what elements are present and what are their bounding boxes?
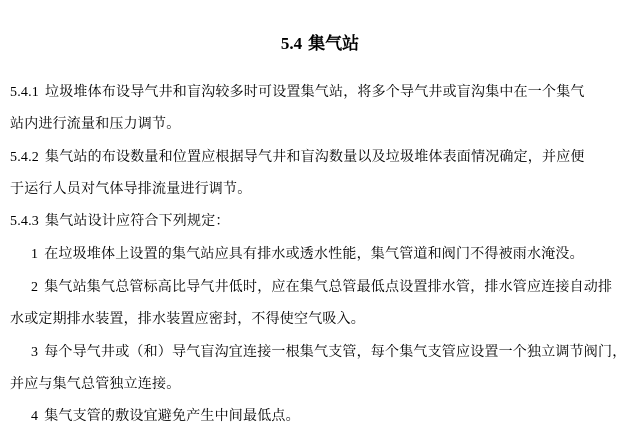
- item-1-line-1: [31, 244, 584, 265]
- clause-5-4-1-line-1: [10, 82, 585, 103]
- clause-number: 5.4.2: [10, 150, 39, 165]
- clause-text: 集气站设计应符合下列规定：: [45, 213, 230, 229]
- item-number: 1: [31, 247, 39, 262]
- item-2-line-2: 水或定期排水装置，排水装置应密封，不得使空气吸入。: [10, 311, 365, 327]
- item-number: 3: [31, 345, 39, 360]
- clause-5-4-1-line-2: 站内进行流量和压力调节。: [10, 116, 181, 132]
- item-text: 在垃圾堆体上设置的集气站应具有排水或透水性能，集气管道和阀门不得被雨水淹没。: [44, 246, 584, 262]
- item-4-line-1: [31, 406, 300, 427]
- item-2-line-1: [31, 277, 612, 298]
- clause-5-4-3-line-1: [10, 211, 230, 232]
- clause-5-4-2-line-1: [10, 147, 585, 168]
- item-number: 4: [31, 409, 39, 424]
- clause-text: 集气站的布设数量和位置应根据导气井和盲沟数量以及垃圾堆体表面情况确定，并应便: [45, 149, 585, 165]
- item-text: 集气支管的敷设宜避免产生中间最低点。: [44, 408, 300, 424]
- clause-number: 5.4.1: [10, 85, 39, 100]
- section-title: 集气站: [308, 34, 360, 54]
- clause-text: 垃圾堆体布设导气井和盲沟较多时可设置集气站，将多个导气井或盲沟集中在一个集气: [45, 84, 585, 100]
- clause-5-4-2-line-2: 于运行人员对气体导排流量进行调节。: [10, 181, 252, 197]
- item-text: 每个导气井或（和）导气盲沟宜连接一根集气支管，每个集气支管应设置一个独立调节阀门，: [44, 344, 627, 360]
- item-3-line-2: 并应与集气总管独立连接。: [10, 376, 181, 392]
- item-3-line-1: [31, 342, 626, 363]
- section-number: 5.4: [280, 34, 303, 53]
- item-text: 集气站集气总管标高比导气井低时，应在集气总管最低点设置排水管，排水管应连接自动排: [44, 279, 613, 295]
- section-heading: [0, 33, 640, 55]
- item-number: 2: [31, 280, 39, 295]
- clause-number: 5.4.3: [10, 214, 39, 229]
